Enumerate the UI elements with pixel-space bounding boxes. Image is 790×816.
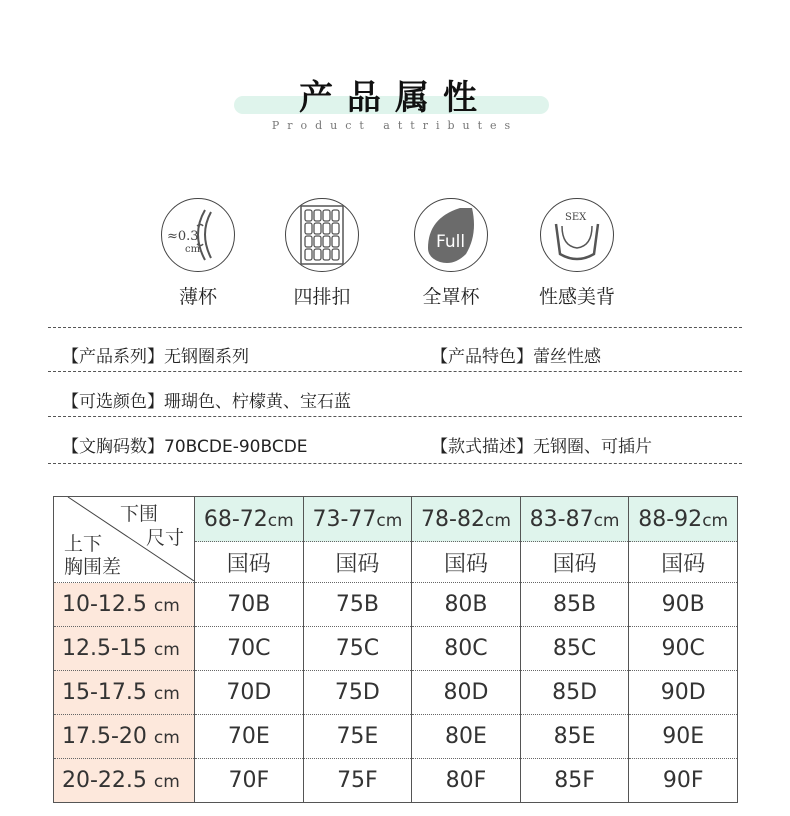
page-subtitle: Product attributes [271, 119, 519, 132]
table-row [54, 627, 738, 671]
size-cell: 85B [520, 583, 629, 627]
size-cell: 85E [520, 715, 629, 759]
attr-series-value: 无钢圈系列 [164, 347, 249, 367]
col-code-3: 国码 [520, 542, 629, 583]
attr-series-label: 【产品系列】 [62, 347, 164, 367]
size-cell: 90F [629, 759, 738, 803]
table-row [54, 759, 738, 803]
row-diff: 15-17.5 cm [54, 671, 195, 715]
size-cell: 90D [629, 671, 738, 715]
thin-cup-unit: cm [184, 243, 200, 255]
corner-left-label-1: 上下 [64, 533, 103, 555]
size-cell: 75F [303, 759, 412, 803]
size-cell: 80B [412, 583, 521, 627]
attr-feature-label: 【产品特色】 [431, 347, 533, 367]
row-diff: 17.5-20 cm [54, 715, 195, 759]
divider [48, 371, 742, 372]
sexy-back-text: SEX [564, 211, 586, 223]
col-code-1: 国码 [303, 542, 412, 583]
feature-four-row-hook [262, 198, 382, 309]
divider [48, 327, 742, 328]
size-cell: 70C [195, 627, 304, 671]
col-code-0: 国码 [195, 542, 304, 583]
attr-size-label: 【文胸码数】 [62, 437, 164, 457]
full-cup-text: Full [435, 231, 465, 252]
attr-feature [431, 342, 601, 367]
size-cell: 90C [629, 627, 738, 671]
attr-style-value: 无钢圈、可插片 [533, 437, 652, 457]
table-row [54, 671, 738, 715]
feature-thin-cup [138, 198, 258, 309]
table-corner [54, 497, 195, 583]
size-cell: 80C [412, 627, 521, 671]
feature-sexy-back [517, 198, 637, 309]
attr-size-value: 70BCDE-90BCDE [164, 437, 308, 457]
page-title: 产品属性 [299, 78, 491, 118]
feature-label: 四排扣 [293, 286, 351, 308]
size-cell: 85C [520, 627, 629, 671]
size-cell: 75C [303, 627, 412, 671]
size-cell: 75E [303, 715, 412, 759]
feature-label: 全罩杯 [422, 286, 480, 308]
size-cell: 85D [520, 671, 629, 715]
size-cell: 80F [412, 759, 521, 803]
divider [48, 463, 742, 464]
four-row-hook-icon [285, 198, 359, 272]
attr-style-label: 【款式描述】 [431, 437, 533, 457]
sexy-back-icon [540, 198, 614, 272]
col-code-2: 国码 [412, 542, 521, 583]
size-cell: 80D [412, 671, 521, 715]
size-cell: 75D [303, 671, 412, 715]
col-range-4: 88-92cm [629, 497, 738, 542]
col-range-3: 83-87cm [520, 497, 629, 542]
row-diff: 10-12.5 cm [54, 583, 195, 627]
feature-label: 性感美背 [538, 286, 615, 308]
attr-style [431, 432, 652, 457]
row-diff: 20-22.5 cm [54, 759, 195, 803]
thin-cup-icon [161, 198, 235, 272]
col-code-4: 国码 [629, 542, 738, 583]
attr-series [62, 342, 249, 367]
attr-feature-value: 蕾丝性感 [533, 347, 601, 367]
size-cell: 70F [195, 759, 304, 803]
size-table [53, 496, 738, 803]
size-cell: 90B [629, 583, 738, 627]
thin-cup-text: ≈0.3 [166, 228, 199, 244]
corner-top-label: 下围 [120, 503, 159, 525]
full-cup-icon [414, 198, 488, 272]
corner-left-label-2: 胸围差 [64, 556, 122, 578]
table-row [54, 715, 738, 759]
size-cell: 80E [412, 715, 521, 759]
table-row [54, 583, 738, 627]
feature-full-cup [391, 198, 511, 309]
attr-size [62, 432, 308, 457]
col-range-0: 68-72cm [195, 497, 304, 542]
corner-mid-label: 尺寸 [146, 527, 185, 549]
feature-label: 薄杯 [178, 286, 217, 308]
row-diff: 12.5-15 cm [54, 627, 195, 671]
size-cell: 70D [195, 671, 304, 715]
divider [48, 416, 742, 417]
attr-color [62, 387, 351, 412]
size-cell: 75B [303, 583, 412, 627]
size-cell: 70E [195, 715, 304, 759]
col-range-1: 73-77cm [303, 497, 412, 542]
col-range-2: 78-82cm [412, 497, 521, 542]
attr-color-value: 珊瑚色、柠檬黄、宝石蓝 [164, 392, 351, 412]
size-cell: 90E [629, 715, 738, 759]
size-cell: 85F [520, 759, 629, 803]
attr-color-label: 【可选颜色】 [62, 392, 164, 412]
size-cell: 70B [195, 583, 304, 627]
